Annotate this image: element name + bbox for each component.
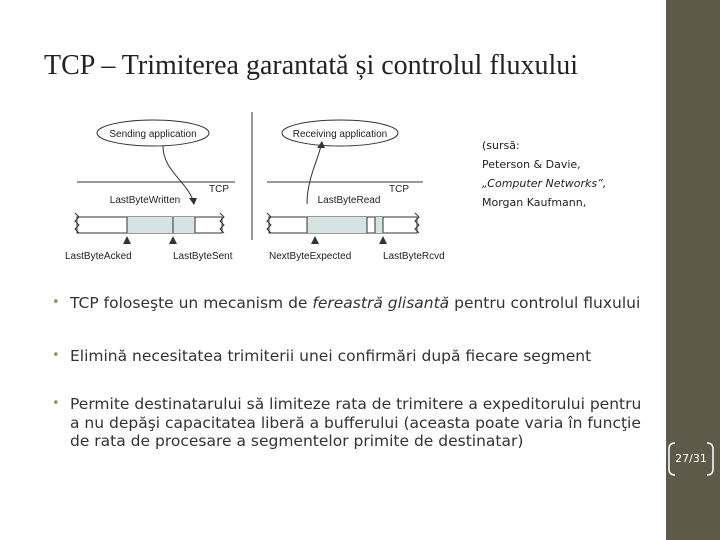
last-byte-read-label: LastByteRead (317, 195, 381, 206)
receiver-tcp-label: TCP (389, 184, 409, 195)
page-number: 27/31 (675, 452, 707, 465)
bullet-item (52, 294, 642, 313)
sending-application-label: Sending application (109, 129, 197, 140)
last-byte-acked-pointer (123, 236, 131, 244)
last-byte-sent-label: LastByteSent (173, 251, 233, 262)
bullet-text: pentru controlul fluxului (449, 294, 641, 312)
bullet-item (52, 347, 642, 366)
bullet-marker: • (52, 347, 60, 363)
bullet-text: TCP foloseşte un mecanism de (70, 294, 313, 312)
bullet-marker: • (52, 295, 60, 310)
sliding-window-figure (55, 100, 475, 268)
receiver-window-a (307, 217, 367, 233)
bullet-list (52, 294, 642, 451)
receiver-window-b (375, 217, 383, 233)
bullet-item (52, 395, 642, 451)
page-number-badge (665, 440, 717, 478)
bullet-marker: • (52, 396, 60, 411)
bullet-text: Permite destinatarului să limiteze rata de trimitere a expeditorului pentru a nu depăşi capacitatea liberă a bufferului (aceasta poate varia în funcţie de rata de procesare a segmentelor primite de destinatar) (70, 395, 642, 450)
last-byte-written-label: LastByteWritten (109, 195, 181, 206)
source-line: (sursă: (482, 139, 520, 152)
sender-window (127, 217, 195, 233)
source-line: Morgan Kaufmann, (482, 196, 587, 209)
last-byte-acked-label: LastByteAcked (65, 251, 132, 262)
source-line: „Computer Networks”, (482, 177, 607, 190)
next-byte-expected-pointer (311, 236, 319, 244)
last-byte-sent-pointer (169, 236, 177, 244)
slide-title: TCP – Trimiterea garantată și controlul fluxului (44, 50, 578, 81)
bullet-emphasis: fereastră glisantă (312, 294, 450, 312)
sender-tcp-label: TCP (209, 184, 229, 195)
sliding-window-diagram (55, 100, 475, 268)
source-line: Peterson & Davie, (482, 158, 581, 171)
receiving-application-label: Receiving application (292, 129, 388, 140)
last-byte-rcvd-pointer (379, 236, 387, 244)
sender-write-arrow (163, 146, 193, 200)
sender-write-arrowhead (189, 198, 197, 205)
bullet-text: Elimină necesitatea trimiterii unei confirmări după fiecare segment (70, 346, 592, 365)
figure-source (482, 136, 606, 212)
next-byte-expected-label: NextByteExpected (269, 251, 352, 262)
last-byte-rcvd-label: LastByteRcvd (383, 251, 445, 262)
